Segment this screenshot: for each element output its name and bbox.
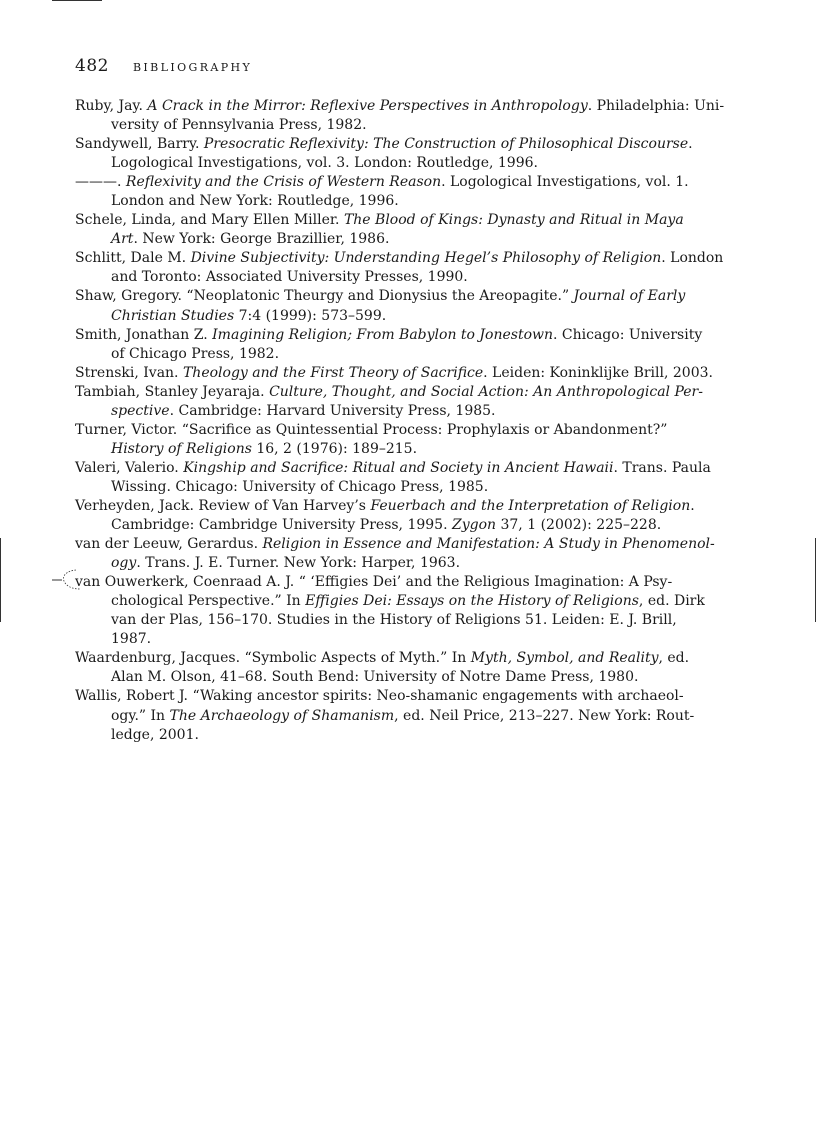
entry-text: Schele, Linda, and Mary Ellen Miller. — [75, 212, 344, 229]
entry-text: Schlitt, Dale M. — [75, 250, 191, 267]
entry-text: . Logological Investigations, vol. 3. London: Routledge, 1996. — [111, 136, 693, 172]
entry-title: The Blood of Kings: Dynasty and Ritual in Maya Art — [111, 212, 684, 248]
entry-text: Smith, Jonathan Z. — [75, 326, 213, 343]
entry-text: Valeri, Valerio. — [75, 459, 184, 476]
entry-title: Presocratic Reflexivity: The Construction of Philosophical Discourse — [203, 136, 689, 153]
entry-title: A Crack in the Mirror: Reflexive Perspectives in Anthropology — [147, 98, 588, 114]
crop-mark-top — [52, 0, 102, 1]
bib-entry — [75, 573, 743, 649]
section-title: BIBLIOGRAPHY — [132, 61, 253, 74]
entry-text: Waardenburg, Jacques. “Symbolic Aspects of Myth.” In — [75, 650, 471, 667]
bib-entry — [75, 135, 743, 173]
entry-title: Myth, Symbol, and Reality — [470, 650, 659, 667]
entry-text: 16, 2 (1976): 189–215. — [251, 440, 418, 457]
bibliography-list — [75, 97, 743, 745]
entry-title: Reflexivity and the Crisis of Western Reason — [125, 174, 442, 191]
entry-title: Religion in Essence and Manifestation: A Study in Phenomenol- ogy — [111, 536, 715, 572]
page-number: 482 — [75, 56, 109, 76]
entry-text: Sandywell, Barry. — [75, 136, 204, 153]
entry-text: Ruby, Jay. — [75, 98, 148, 114]
entry-text: . Leiden: Koninklijke Brill, 2003. — [483, 364, 713, 381]
entry-text: . New York: George Brazillier, 1986. — [133, 231, 390, 248]
entry-text: Wallis, Robert J. “Waking ancestor spirits: Neo-shamanic engagements with archaeol- ogy.” In — [75, 688, 684, 724]
entry-text: . Chicago: University of Chicago Press, 1982. — [111, 326, 703, 362]
bib-entry — [75, 535, 743, 573]
crop-mark-left — [0, 538, 1, 622]
entry-text: , ed. Alan M. Olson, 41–68. South Bend: University of Notre Dame Press, 1980. — [111, 650, 690, 686]
entry-text: , ed. Dirk van der Plas, 156–170. Studies in the History of Religions 51. Leiden: E. J. Brill, 1987. — [111, 593, 705, 648]
entry-title: Imagining Religion; From Babylon to Jonestown — [212, 326, 554, 343]
entry-text: Turner, Victor. “Sacrifice as Quintessential Process: Prophylaxis or Abandonment?” — [75, 421, 668, 438]
entry-text: Tambiah, Stanley Jeyaraja. — [75, 383, 270, 400]
bib-entry — [75, 211, 743, 249]
bib-entry — [75, 459, 743, 497]
entry-text: van der Leeuw, Gerardus. — [75, 536, 263, 553]
bib-entry — [75, 249, 743, 287]
entry-text: . Logological Investigations, vol. 1. London and New York: Routledge, 1996. — [111, 174, 689, 210]
entry-title: Feuerbach and the Interpretation of Religion — [370, 497, 691, 514]
entry-text: Shaw, Gregory. “Neoplatonic Theurgy and Dionysius the Areopagite.” — [75, 288, 574, 305]
bib-entry — [75, 173, 743, 211]
entry-title: Culture, Thought, and Social Action: An Anthropological Per- spective — [111, 383, 703, 419]
entry-title: Journal of Early Christian Studies — [111, 288, 686, 324]
bib-entry — [75, 287, 743, 325]
entry-journal: Zygon — [452, 517, 497, 534]
entry-title: Theology and the First Theory of Sacrifice — [182, 364, 484, 381]
entry-title: Effigies Dei: Essays on the History of Religions — [305, 593, 639, 610]
bib-entry — [75, 326, 743, 364]
entry-text: 7:4 (1999): 573–599. — [234, 307, 387, 324]
entry-text: . Trans. J. E. Turner. New York: Harper, 1963. — [136, 555, 461, 572]
entry-text: . Philadelphia: Uni- versity of Pennsylvania Press, 1982. — [111, 98, 725, 134]
bib-entry — [75, 497, 743, 535]
entry-title: Kingship and Sacrifice: Ritual and Society in Ancient Hawaii — [183, 459, 614, 476]
entry-title: History of Religions — [111, 440, 252, 457]
bib-entry — [75, 421, 743, 459]
entry-text: . Cambridge: Harvard University Press, 1985. — [169, 402, 496, 419]
running-head — [75, 56, 252, 76]
bib-entry — [75, 383, 743, 421]
bib-entry — [75, 97, 743, 135]
entry-text: . Cambridge: Cambridge University Press, 1995. — [111, 497, 695, 534]
entry-text: , ed. Neil Price, 213–227. New York: Rout- ledge, 2001. — [111, 707, 695, 743]
entry-text: 37, 1 (2002): 225–228. — [496, 517, 662, 534]
entry-text: Strenski, Ivan. — [75, 364, 183, 381]
bib-entry — [75, 364, 743, 383]
bib-entry — [75, 649, 743, 687]
bib-entry — [75, 687, 743, 744]
entry-text: Verheyden, Jack. Review of Van Harvey’s — [75, 497, 371, 514]
entry-text: ———. — [75, 174, 126, 191]
entry-text: van Ouwerkerk, Coenraad A. J. “ ‘Effigies Dei’ and the Religious Imagination: A Psy- chological Perspective.” In — [75, 574, 673, 610]
entry-title: Divine Subjectivity: Understanding Hegel’s Philosophy of Religion — [190, 250, 662, 267]
entry-title: The Archaeology of Shamanism — [169, 707, 395, 724]
entry-text: . London and Toronto: Associated University Presses, 1990. — [111, 250, 724, 286]
entry-text: . Trans. Paula Wissing. Chicago: University of Chicago Press, 1985. — [111, 459, 711, 495]
